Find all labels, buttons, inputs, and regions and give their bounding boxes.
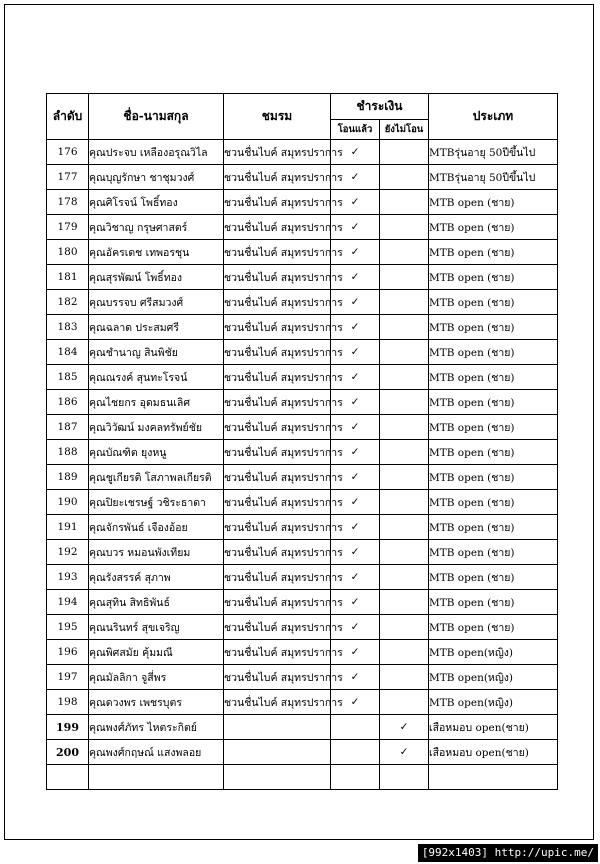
row-number	[47, 765, 89, 790]
header-unpaid: ยังไม่โอน	[380, 120, 429, 140]
race-category: MTB open (ชาย)	[429, 315, 558, 340]
unpaid-check	[380, 140, 429, 165]
club-name: ชวนชื่นไบค์ สมุทรปราการ	[224, 465, 331, 490]
participant-name: คุณสุรพัฒน์ โพธิ์ทอง	[89, 265, 224, 290]
participant-name: คุณไชยกร อุดมธนเลิศ	[89, 390, 224, 415]
row-number: 189	[47, 465, 89, 490]
table-row	[47, 265, 558, 290]
row-number: 185	[47, 365, 89, 390]
check-mark-icon: ✓	[350, 571, 360, 583]
unpaid-check	[380, 740, 429, 765]
unpaid-check	[380, 640, 429, 665]
unpaid-check	[380, 565, 429, 590]
race-category: MTB open (ชาย)	[429, 240, 558, 265]
participant-name	[89, 765, 224, 790]
check-mark-icon: ✓	[350, 471, 360, 483]
participant-name: คุณพิศสมัย คุ้มมณี	[89, 640, 224, 665]
header-name: ชื่อ-นามสกุล	[89, 94, 224, 140]
paid-check	[331, 740, 380, 765]
row-number: 180	[47, 240, 89, 265]
row-number: 194	[47, 590, 89, 615]
image-watermark: [992x1403] http://upic.me/	[418, 844, 598, 862]
unpaid-check	[380, 465, 429, 490]
unpaid-check	[380, 765, 429, 790]
club-name: ชวนชื่นไบค์ สมุทรปราการ	[224, 165, 331, 190]
table-row	[47, 640, 558, 665]
participant-name: คุณชำนาญ สินพิชัย	[89, 340, 224, 365]
row-number: 197	[47, 665, 89, 690]
check-mark-icon: ✓	[350, 346, 360, 358]
unpaid-check	[380, 390, 429, 415]
club-name: ชวนชื่นไบค์ สมุทรปราการ	[224, 390, 331, 415]
check-mark-icon: ✓	[350, 521, 360, 533]
unpaid-check	[380, 240, 429, 265]
row-number: 179	[47, 215, 89, 240]
table-row	[47, 665, 558, 690]
race-category: MTB open (ชาย)	[429, 215, 558, 240]
participant-name: คุณดวงพร เพชรบุตร	[89, 690, 224, 715]
club-name: ชวนชื่นไบค์ สมุทรปราการ	[224, 315, 331, 340]
table-row	[47, 415, 558, 440]
participant-name: คุณศิโรจน์ โพธิ์ทอง	[89, 190, 224, 215]
table-row	[47, 440, 558, 465]
participant-name: คุณอัครเดช เทพอรชุน	[89, 240, 224, 265]
unpaid-check	[380, 540, 429, 565]
race-category: MTB open(หญิง)	[429, 665, 558, 690]
race-category: MTB open(หญิง)	[429, 640, 558, 665]
table-row	[47, 365, 558, 390]
race-category: MTB open (ชาย)	[429, 390, 558, 415]
table-row	[47, 165, 558, 190]
table-row	[47, 615, 558, 640]
check-mark-icon: ✓	[350, 696, 360, 708]
club-name	[224, 740, 331, 765]
unpaid-check	[380, 615, 429, 640]
club-name: ชวนชื่นไบค์ สมุทรปราการ	[224, 615, 331, 640]
unpaid-check	[380, 215, 429, 240]
row-number: 182	[47, 290, 89, 315]
unpaid-check	[380, 340, 429, 365]
race-category: MTBรุ่นอายุ 50ปีขึ้นไป	[429, 165, 558, 190]
club-name	[224, 715, 331, 740]
club-name: ชวนชื่นไบค์ สมุทรปราการ	[224, 690, 331, 715]
check-mark-icon: ✓	[350, 421, 360, 433]
check-mark-icon: ✓	[350, 196, 360, 208]
table-row	[47, 540, 558, 565]
participant-name: คุณนรินทร์ สุขเจริญ	[89, 615, 224, 640]
race-category: MTB open (ชาย)	[429, 340, 558, 365]
row-number: 199	[47, 715, 89, 740]
table-row	[47, 590, 558, 615]
race-category: MTB open (ชาย)	[429, 565, 558, 590]
club-name: ชวนชื่นไบค์ สมุทรปราการ	[224, 140, 331, 165]
header-type: ประเภท	[429, 94, 558, 140]
table-body	[47, 140, 558, 790]
unpaid-check	[380, 265, 429, 290]
club-name: ชวนชื่นไบค์ สมุทรปราการ	[224, 415, 331, 440]
check-mark-icon: ✓	[350, 646, 360, 658]
check-mark-icon: ✓	[350, 246, 360, 258]
check-mark-icon: ✓	[350, 621, 360, 633]
club-name: ชวนชื่นไบค์ สมุทรปราการ	[224, 515, 331, 540]
club-name	[224, 765, 331, 790]
check-mark-icon: ✓	[350, 671, 360, 683]
participant-name: คุณวิชาญ กรุษศาสตร์	[89, 215, 224, 240]
race-category: MTB open(หญิง)	[429, 690, 558, 715]
race-category: MTB open (ชาย)	[429, 415, 558, 440]
participant-name: คุณมัลลิกา จูสี่พร	[89, 665, 224, 690]
participant-name: คุณบวร หมอนพังเทียม	[89, 540, 224, 565]
participant-name: คุณพงศ์ภัทร ไหตระกิตย์	[89, 715, 224, 740]
club-name: ชวนชื่นไบค์ สมุทรปราการ	[224, 215, 331, 240]
club-name: ชวนชื่นไบค์ สมุทรปราการ	[224, 190, 331, 215]
race-category: MTBรุ่นอายุ 50ปีขึ้นไป	[429, 140, 558, 165]
participant-name: คุณบัณฑิต ยุงหนู	[89, 440, 224, 465]
race-category: MTB open (ชาย)	[429, 440, 558, 465]
table-row	[47, 140, 558, 165]
race-category	[429, 765, 558, 790]
club-name: ชวนชื่นไบค์ สมุทรปราการ	[224, 365, 331, 390]
unpaid-check	[380, 415, 429, 440]
table-row	[47, 715, 558, 740]
club-name: ชวนชื่นไบค์ สมุทรปราการ	[224, 290, 331, 315]
participant-name: คุณฉลาด ประสมศรี	[89, 315, 224, 340]
check-mark-icon: ✓	[350, 396, 360, 408]
check-mark-icon: ✓	[350, 271, 360, 283]
paid-check	[331, 765, 380, 790]
check-mark-icon: ✓	[399, 721, 409, 733]
unpaid-check	[380, 665, 429, 690]
participant-name: คุณประจบ เหลืองอรุณวิไล	[89, 140, 224, 165]
check-mark-icon: ✓	[350, 146, 360, 158]
row-number: 176	[47, 140, 89, 165]
row-number: 195	[47, 615, 89, 640]
table-row	[47, 240, 558, 265]
table-row	[47, 465, 558, 490]
header-no: ลำดับ	[47, 94, 89, 140]
check-mark-icon: ✓	[350, 171, 360, 183]
race-category: MTB open (ชาย)	[429, 615, 558, 640]
row-number: 177	[47, 165, 89, 190]
club-name: ชวนชื่นไบค์ สมุทรปราการ	[224, 490, 331, 515]
table-row	[47, 315, 558, 340]
race-category: MTB open (ชาย)	[429, 365, 558, 390]
table-row	[47, 690, 558, 715]
race-category: MTB open (ชาย)	[429, 465, 558, 490]
table-row	[47, 765, 558, 790]
unpaid-check	[380, 165, 429, 190]
club-name: ชวนชื่นไบค์ สมุทรปราการ	[224, 565, 331, 590]
check-mark-icon: ✓	[350, 546, 360, 558]
row-number: 191	[47, 515, 89, 540]
table-row	[47, 490, 558, 515]
unpaid-check	[380, 190, 429, 215]
participant-name: คุณณรงค์ สุนทะโรจน์	[89, 365, 224, 390]
participant-name: คุณจักรพันธ์ เจืองอ้อย	[89, 515, 224, 540]
row-number: 196	[47, 640, 89, 665]
row-number: 186	[47, 390, 89, 415]
club-name: ชวนชื่นไบค์ สมุทรปราการ	[224, 340, 331, 365]
table-row	[47, 565, 558, 590]
row-number: 181	[47, 265, 89, 290]
header-payment: ชำระเงิน	[331, 94, 429, 120]
club-name: ชวนชื่นไบค์ สมุทรปราการ	[224, 240, 331, 265]
unpaid-check	[380, 715, 429, 740]
header-club: ชมรม	[224, 94, 331, 140]
race-category: MTB open (ชาย)	[429, 590, 558, 615]
participant-name: คุณพงศ์กฤษณ์ แสงพลอย	[89, 740, 224, 765]
row-number: 200	[47, 740, 89, 765]
check-mark-icon: ✓	[350, 496, 360, 508]
participant-name: คุณสุทิน สิทธิพันธ์	[89, 590, 224, 615]
unpaid-check	[380, 690, 429, 715]
check-mark-icon: ✓	[350, 321, 360, 333]
check-mark-icon: ✓	[350, 446, 360, 458]
table-row	[47, 190, 558, 215]
unpaid-check	[380, 440, 429, 465]
club-name: ชวนชื่นไบค์ สมุทรปราการ	[224, 665, 331, 690]
row-number: 178	[47, 190, 89, 215]
table-row	[47, 290, 558, 315]
unpaid-check	[380, 315, 429, 340]
check-mark-icon: ✓	[350, 221, 360, 233]
table-row	[47, 215, 558, 240]
check-mark-icon: ✓	[350, 371, 360, 383]
participant-name: คุณปิยะเชรษฐ์ วชิระธาดา	[89, 490, 224, 515]
paid-check	[331, 715, 380, 740]
unpaid-check	[380, 515, 429, 540]
participant-name: คุณชูเกียรติ โสภาพลเกียรติ	[89, 465, 224, 490]
check-mark-icon: ✓	[399, 746, 409, 758]
row-number: 184	[47, 340, 89, 365]
table-row	[47, 740, 558, 765]
participant-name: คุณรังสรรค์ สุภาพ	[89, 565, 224, 590]
row-number: 193	[47, 565, 89, 590]
race-category: MTB open (ชาย)	[429, 540, 558, 565]
registration-table	[46, 93, 558, 790]
header-row	[47, 94, 558, 120]
club-name: ชวนชื่นไบค์ สมุทรปราการ	[224, 265, 331, 290]
row-number: 198	[47, 690, 89, 715]
club-name: ชวนชื่นไบค์ สมุทรปราการ	[224, 590, 331, 615]
check-mark-icon: ✓	[350, 296, 360, 308]
table-row	[47, 340, 558, 365]
row-number: 187	[47, 415, 89, 440]
unpaid-check	[380, 590, 429, 615]
race-category: เสือหมอบ open(ชาย)	[429, 740, 558, 765]
race-category: MTB open (ชาย)	[429, 190, 558, 215]
row-number: 190	[47, 490, 89, 515]
race-category: MTB open (ชาย)	[429, 290, 558, 315]
row-number: 188	[47, 440, 89, 465]
race-category: MTB open (ชาย)	[429, 265, 558, 290]
club-name: ชวนชื่นไบค์ สมุทรปราการ	[224, 440, 331, 465]
participant-name: คุณบรรจบ ศรีสมวงศ์	[89, 290, 224, 315]
unpaid-check	[380, 290, 429, 315]
check-mark-icon: ✓	[350, 596, 360, 608]
participant-name: คุณวิวัฒน์ มงคลทรัพย์ชัย	[89, 415, 224, 440]
header-paid: โอนแล้ว	[331, 120, 380, 140]
club-name: ชวนชื่นไบค์ สมุทรปราการ	[224, 540, 331, 565]
row-number: 192	[47, 540, 89, 565]
table-row	[47, 390, 558, 415]
club-name: ชวนชื่นไบค์ สมุทรปราการ	[224, 640, 331, 665]
race-category: MTB open (ชาย)	[429, 490, 558, 515]
participant-name: คุณบุญรักษา ชาชุมวงศ์	[89, 165, 224, 190]
row-number: 183	[47, 315, 89, 340]
unpaid-check	[380, 490, 429, 515]
race-category: MTB open (ชาย)	[429, 515, 558, 540]
race-category: เสือหมอบ open(ชาย)	[429, 715, 558, 740]
table-row	[47, 515, 558, 540]
unpaid-check	[380, 365, 429, 390]
